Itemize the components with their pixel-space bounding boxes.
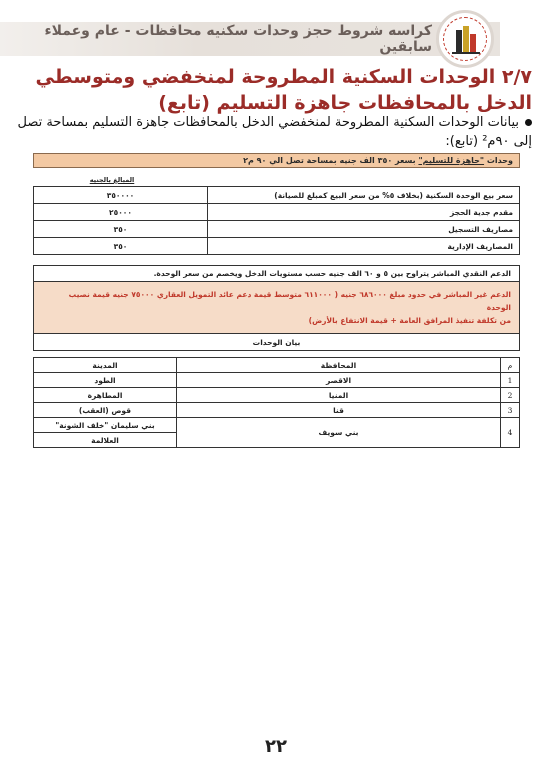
- units-section-title: بيان الوحدات: [33, 333, 520, 351]
- price-value: ٣٥٠٠٠٠: [34, 187, 208, 204]
- header-bar: [0, 22, 500, 56]
- price-value: ٢٥٠٠٠: [34, 204, 208, 221]
- logo-emblem-icon: [443, 17, 487, 61]
- table-row: [34, 403, 520, 418]
- row-city: قوص (العقب): [34, 403, 177, 418]
- direct-support-text: الدعم النقدي المباشر يتراوح بين ٥ و ٦٠ الف جنيه حسب مستويات الدخل ويخصم من سعر الوحدة.: [34, 266, 519, 282]
- table-row: [34, 221, 520, 238]
- row-num: 2: [501, 388, 520, 403]
- table-row: [34, 238, 520, 255]
- indirect-support: [34, 282, 519, 333]
- price-value: ٣٥٠: [34, 238, 208, 255]
- units-table: [33, 357, 520, 448]
- table-row: [34, 373, 520, 388]
- col-num-header: م: [501, 358, 520, 373]
- row-governorate: الاقصر: [177, 373, 501, 388]
- row-governorate: بني سويف: [177, 418, 501, 448]
- units-bar-suffix: بسعر ٣٥٠ الف جنيه بمساحة تصل الي ٩٠ م٢: [243, 156, 416, 165]
- bullet-icon: [525, 119, 532, 126]
- price-value: ٣٥٠: [34, 221, 208, 238]
- col-city-header: المدينة: [34, 358, 177, 373]
- table-header-row: [34, 358, 520, 373]
- price-label: سعر بيع الوحدة السكنية (بخلاف ٥% من سعر البيع كمبلغ للصيانة): [208, 187, 520, 204]
- units-bar-ready: "جاهزة للتسليم": [418, 156, 485, 165]
- price-table: [33, 186, 520, 255]
- price-label: المصاريف الإدارية: [208, 238, 520, 255]
- row-governorate: قنا: [177, 403, 501, 418]
- support-box: [33, 265, 520, 334]
- row-city: العلالمة: [34, 433, 177, 448]
- indirect-support-line-2: من تكلفة تنفيذ المرافق العامة + قيمة الانتفاع بالأرض): [308, 316, 511, 325]
- price-label: مقدم جدية الحجز: [208, 204, 520, 221]
- row-city: بني سليمان "خلف الشونة": [34, 418, 177, 433]
- row-city: الطود: [34, 373, 177, 388]
- price-label: مصاريف التسجيل: [208, 221, 520, 238]
- ministry-logo: [436, 10, 494, 68]
- row-num: 3: [501, 403, 520, 418]
- bullet-text: بيانات الوحدات السكنية المطروحة لمنخفضي الدخل بالمحافظات جاهزة التسليم بمساحة تصل إلى ٩٠م² (تابع):: [17, 115, 532, 149]
- table-row: [34, 418, 520, 433]
- row-num: 1: [501, 373, 520, 388]
- units-price-bar: [33, 153, 520, 168]
- row-governorate: المنيا: [177, 388, 501, 403]
- table-row: [34, 187, 520, 204]
- row-city: المطاهرة: [34, 388, 177, 403]
- indirect-support-line-1: الدعم غير المباشر في حدود مبلغ ٦٨٦٠٠٠ جنيه ( ٦١١٠٠٠ متوسط قيمة دعم عائد التمويل العقاري ٧٥٠٠٠ جنيه قيمة نصيب الوحدة: [68, 290, 511, 312]
- page-number: ٢٢: [265, 736, 287, 757]
- table-row: [34, 204, 520, 221]
- amount-header: المبالغ بالجنيه: [89, 176, 135, 184]
- header-title: كراسه شروط حجز وحدات سكنيه محافظات - عام وعملاء سابقين: [44, 23, 432, 55]
- row-num: 4: [501, 418, 520, 448]
- units-bar-prefix: وحدات: [486, 156, 513, 165]
- bullet-paragraph: [17, 113, 532, 151]
- table-row: [34, 388, 520, 403]
- section-title: ٢/٧ الوحدات السكنية المطروحة لمنخفضي ومتوسطي الدخل بالمحافظات جاهزة التسليم (تابع): [35, 66, 532, 114]
- col-governorate-header: المحافظة: [177, 358, 501, 373]
